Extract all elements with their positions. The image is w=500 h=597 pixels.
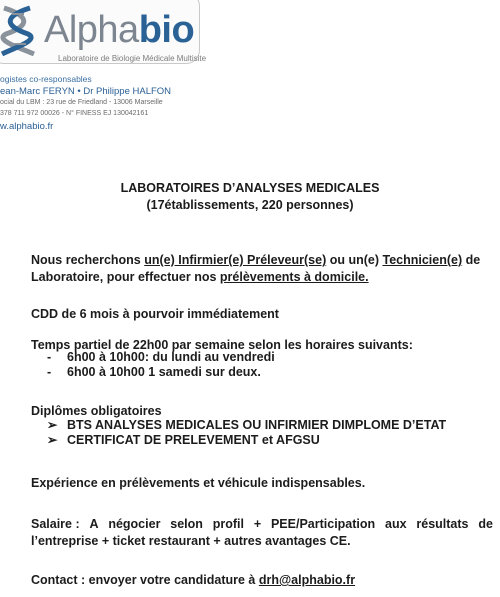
schedule-heading: Temps partiel de 22h00 par semaine selon les horaires suivants: xyxy=(31,338,413,352)
job-infirmier: un(e) Infirmier(e) Préleveur(se) xyxy=(144,253,327,267)
task-domicile: prélèvements à domicile. xyxy=(219,270,369,284)
salary-label: Salaire : xyxy=(31,517,80,531)
dash-bullet-icon: - xyxy=(47,350,52,364)
salary-word: selon xyxy=(170,517,203,531)
intro-text: Laboratoire, pour effectuer nos xyxy=(31,270,220,284)
list-item-text: CERTIFICAT DE PRELEVEMENT et AFGSU xyxy=(67,433,320,447)
schedule-list xyxy=(47,350,275,380)
dash-bullet-icon: - xyxy=(47,365,52,379)
salary-word: profil xyxy=(212,517,244,531)
salary-word: aux xyxy=(385,517,407,531)
header-website-link[interactable]: w.alphabio.fr xyxy=(0,121,54,132)
list-item xyxy=(47,418,446,433)
experience-line: Expérience en prélèvements et véhicule indispensables. xyxy=(31,476,366,490)
salary-word: résultats xyxy=(416,517,469,531)
contract-line: CDD de 6 mois à pourvoir immédiatement xyxy=(31,307,279,321)
arrow-bullet-icon: ➢ xyxy=(47,433,58,447)
header-names: ean-Marc FERYN • Dr Philippe HALFON xyxy=(0,86,172,97)
logo-wordmark xyxy=(44,10,194,50)
salary-word: de xyxy=(478,517,493,531)
list-item xyxy=(47,433,446,448)
document-subtitle: (17établissements, 220 personnes) xyxy=(146,198,354,212)
diplomas-heading: Diplômes obligatoires xyxy=(31,404,162,418)
list-item-text: 6h00 à 10h00 1 samedi sur deux. xyxy=(67,365,261,379)
intro-paragraph xyxy=(31,252,491,286)
intro-text: ou un(e) xyxy=(326,253,383,267)
header-responsables: ogistes co-responsables xyxy=(0,74,92,84)
header-registration: 378 711 972 00026 - N° FINESS EJ 130042161 xyxy=(0,110,149,117)
list-item xyxy=(47,350,275,365)
dna-logo-icon xyxy=(0,4,40,56)
intro-text: Nous recherchons xyxy=(31,253,145,267)
salary-word: négocier xyxy=(108,517,161,531)
salary-word: PEE/Participation xyxy=(270,517,376,531)
logo-prefix: Alpha xyxy=(44,9,139,51)
arrow-bullet-icon: ➢ xyxy=(47,418,58,432)
intro-line-1 xyxy=(31,252,491,269)
salary-line-1 xyxy=(31,517,493,531)
diplomas-list xyxy=(47,418,446,448)
list-item-text: BTS ANALYSES MEDICALES OU INFIRMIER DIMPLOME D’ETAT xyxy=(67,418,447,432)
contact-line xyxy=(31,573,355,587)
job-technicien: Technicien(e) xyxy=(382,253,463,267)
list-item-text: 6h00 à 10h00: du lundi au vendredi xyxy=(67,350,275,364)
logo-suffix: bio xyxy=(138,9,195,51)
salary-word: + xyxy=(253,517,262,531)
email-link[interactable]: drh@alphabio.fr xyxy=(258,573,356,587)
logo-subtitle: Laboratoire de Biologie Médicale Multisite xyxy=(58,54,207,63)
document-title: LABORATOIRES D’ANALYSES MEDICALES xyxy=(120,181,380,195)
intro-text: de xyxy=(462,253,481,267)
intro-line-2 xyxy=(31,269,491,286)
list-item xyxy=(47,365,275,380)
contact-label: Contact : envoyer votre candidature à xyxy=(31,573,259,587)
header-address: ocial du LBM : 23 rue de Friedland - 13006 Marseille xyxy=(0,99,163,106)
salary-line-2: l’entreprise + ticket restaurant + autres avantages CE. xyxy=(31,534,351,548)
salary-word: A xyxy=(89,517,99,531)
